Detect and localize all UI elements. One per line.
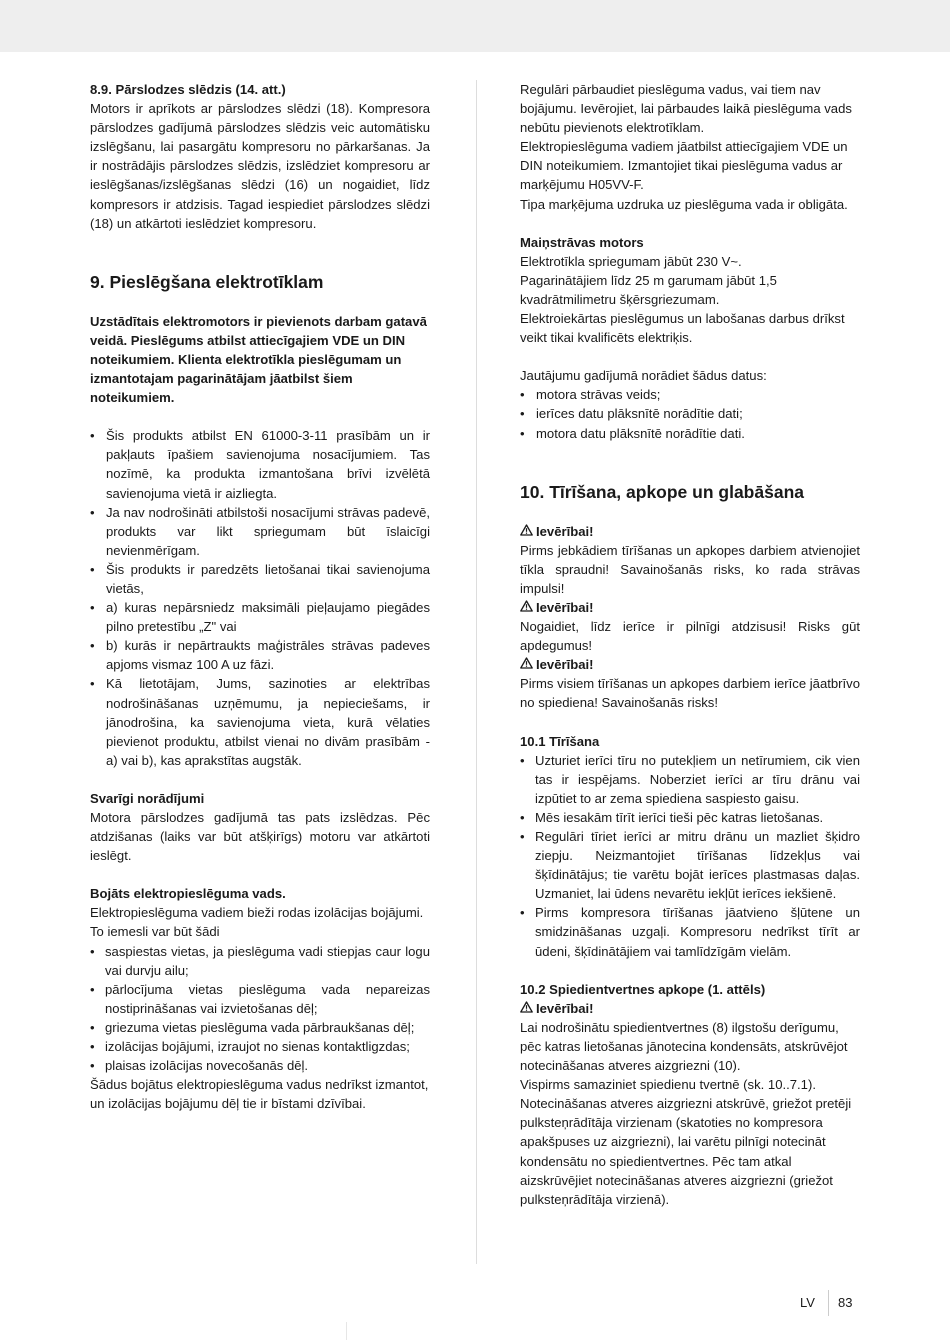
damaged-cable-intro: Elektropieslēguma vadiem bieži rodas izolācijas bojājumi.	[90, 905, 424, 921]
list-item: • Pirms kompresora tīrīšanas jāatvieno šļūtene un smidzināšanas uzgaļi. Kompresoru nedrīkst tīrīt ar ūdeni, šķīdinātājiem vai tamlīdzīgām vielām.	[520, 905, 860, 959]
section-9-heading: 9. Pieslēgšana elektrotīklam	[90, 271, 324, 292]
list-item: • Mēs iesakām tīrīt ierīci tieši pēc katras lietošanas.	[520, 809, 824, 825]
warning-label: Ievērībai!	[520, 598, 860, 617]
section-9-bullet-list	[90, 426, 430, 770]
left-column	[90, 80, 430, 1113]
section-10-1-title: 10.1 Tīrīšana	[520, 733, 600, 749]
damaged-cable-title: Bojāts elektropieslēguma vads.	[90, 886, 286, 902]
right-column	[520, 80, 860, 1209]
warning-3-body: Pirms visiem tīrīšanas un apkopes darbiem ierīce jāatbrīvo no spiediena! Savainošanās risks!	[520, 676, 860, 711]
section-10-2-body: Notecināšanas atveres aizgriezni atskrūvē, griežot pretēji pulksteņrādītāja virzienam (skatoties no kompresora apakšpuses uz aizgriezni), lai varētu pilnīgi notecināt kondensātu no spiedientvertnes. Pēc tam atkal aizskrūvējiet notecināšanas atveres aizgriezni (griežot pulksteņrādītāja virzienā).	[520, 1096, 852, 1207]
list-item: • Šis produkts ir paredzēts lietošanai tikai savienojuma vietās,	[90, 561, 430, 596]
warning-triangle-icon	[520, 655, 534, 674]
top-bar	[0, 0, 950, 52]
damaged-cable-reason: To iemesli var būt šādi	[90, 924, 220, 940]
damaged-cable-outro: Šādus bojātus elektropieslēguma vadus nedrīkst izmantot, un izolācijas bojājumu dēļ tie ir bīstami dzīvībai.	[90, 1077, 429, 1112]
section-9-intro: Uzstādītais elektromotors ir pievienots darbam gatavā veidā. Pieslēgums atbilst attiecīgajiem VDE un DIN noteikumiem. Klienta elektrotīkla pieslēgumam un izmantotajam pagarinātājam jāatbilst šiem noteikumiem.	[90, 313, 427, 406]
section-10-1-bullet-list	[520, 751, 860, 961]
list-item: • Ja nav nodrošināti atbilstoši nosacījumi strāvas padevē, produkts var likt spriegumam būt īslaicīgi nevienmērīgam.	[90, 504, 430, 558]
cable-check-body: Regulāri pārbaudiet pieslēguma vadus, vai tiem nav bojājumu. Ievērojiet, lai pārbaudes laikā pieslēguma vads nebūtu pievienots elektrotīklam.	[520, 82, 852, 136]
questions-intro: Jautājumu gadījumā norādiet šādus datus:	[520, 368, 767, 384]
warning-label: Ievērībai!	[520, 522, 860, 541]
warning-triangle-icon	[520, 522, 534, 541]
cable-vde-body: Elektropieslēguma vadiem jāatbilst attiecīgajiem VDE un DIN noteikumiem. Izmantojiet tikai pieslēguma vadus ar marķējumu H05VV-F.	[520, 139, 848, 193]
warning-1-body: Pirms jebkādiem tīrīšanas un apkopes darbiem atvienojiet tīkla spraudni! Savainošanās risks, ko rada strāvas impulsi!	[520, 542, 860, 596]
page-number: 83	[838, 1295, 853, 1310]
list-item: • saspiestas vietas, ja pieslēguma vadi stiepjas caur logu vai durvju ailu;	[90, 943, 430, 978]
list-item: • Regulāri tīriet ierīci ar mitru drānu un mazliet šķidro ziepju. Neizmantojiet tīrīšanas līdzekļus vai šķīdinātājus; tie varētu bojāt ierīces plastmasas daļas. Uzmaniet, lai ūdens nevarētu iekļūt ierīces iekšienē.	[520, 829, 860, 902]
list-item: • Uzturiet ierīci tīru no putekļiem un netīrumiem, cik vien tas ir iespējams. Noberziet ierīci ar tīru drānu vai izpūtiet to ar zema spiediena saspiesto gaisu.	[520, 752, 860, 806]
section-10-heading: 10. Tīrīšana, apkope un glabāšana	[520, 481, 804, 502]
warning-triangle-icon	[520, 999, 534, 1018]
section-8-9-title: 8.9. Pārslodzes slēdzis (14. att.)	[90, 82, 286, 97]
footer-divider	[828, 1290, 829, 1316]
column-divider	[476, 80, 477, 1264]
section-8-9-body: Motors ir aprīkots ar pārslodzes slēdzi (18). Kompresora pārslodzes gadījumā pārslodzes slēdzis veic automātisku izslēgšanu, lai pasargātu kompresoru no pārkaršanas. Ja ir nostrādājis pārslodzes slēdzis, izslēdziet kompresoru ar ieslēgšanas/izslēgšanas slēdzi (16) un nogaidiet, līdz kompresors ir atdzisis. Tagad iespiediet pārslodzes slēdzi (18) un atkārtoti ieslēdziet kompresoru.	[90, 101, 430, 231]
important-notes-body: Motora pārslodzes gadījumā tas pats izslēdzas. Pēc atdzišanas (laiks var būt atšķirīgs) motoru var atkārtoti ieslēgt.	[90, 810, 430, 864]
list-item: • Šis produkts atbilst EN 61000-3-11 prasībām un ir pakļauts īpašiem savienojuma nosacījumiem. Tas nozīmē, ka produkta izmantošana brīvi izvēlētā savienojuma vietā ir aizliegta.	[90, 428, 430, 501]
section-10-2-title: 10.2 Spiedientvertnes apkope (1. attēls)	[520, 981, 766, 997]
list-item: • plaisas izolācijas novecošanās dēļ.	[90, 1058, 309, 1074]
bottom-tick-mark	[346, 1322, 347, 1340]
list-item: • Kā lietotājam, Jums, sazinoties ar elektrības nodrošināšanas uzņēmumu, ja nepieciešams, ir jānodrošina, ka savienojuma vieta, kurā vēlaties pievienot produktu, atbilst vienai no divām prasībām - a) vai b), kas aprakstītas augstāk.	[90, 676, 430, 768]
ac-motor-line: Elektrotīkla spriegumam jābūt 230 V~.	[520, 253, 742, 269]
cable-label-body: Tipa marķējuma uzdruka uz pieslēguma vada ir obligāta.	[520, 196, 848, 212]
section-10-2-body: Vispirms samaziniet spiedienu tvertnē (sk. 10..7.1).	[520, 1077, 816, 1093]
list-item: • izolācijas bojājumi, izraujot no sienas kontaktligzdas;	[90, 1039, 410, 1055]
important-notes-title: Svarīgi norādījumi	[90, 790, 205, 806]
damaged-cable-bullet-list	[90, 942, 430, 1076]
ac-motor-line: Elektroiekārtas pieslēgumus un labošanas darbus drīkst veikt tikai kvalificēts elektriķis.	[520, 311, 845, 346]
list-item: • pārlocījuma vietas pieslēguma vada nepareizas nostiprināšanas vai izvietošanas dēļ;	[90, 981, 430, 1016]
list-item: • ierīces datu plāksnītē norādītie dati;	[520, 406, 743, 422]
warning-triangle-icon	[520, 598, 534, 617]
section-10-2-body: Lai nodrošinātu spiedientvertnes (8) ilgstošu derīgumu, pēc katras lietošanas jānotecina kondensāts, atskrūvējot notecināšanas atveres aizgriezni (10).	[520, 1019, 848, 1074]
list-item: • motora strāvas veids;	[520, 387, 661, 403]
list-item: • motora datu plāksnītē norādītie dati.	[520, 425, 745, 441]
list-item: • b) kurās ir nepārtraukts maģistrāles strāvas padeves apjoms vismaz 100 A uz fāzi.	[90, 638, 430, 673]
warning-label: Ievērībai!	[520, 655, 860, 674]
language-code: LV	[800, 1295, 815, 1310]
list-item: • a) kuras nepārsniedz maksimāli pieļaujamo piegādes pilno pretestību „Z" vai	[90, 600, 430, 635]
ac-motor-line: Pagarinātājiem līdz 25 m garumam jābūt 1,5 kvadrātmilimetru šķērsgriezumam.	[520, 272, 777, 307]
ac-motor-title: Maiņstrāvas motors	[520, 234, 644, 250]
warning-2-body: Nogaidiet, līdz ierīce ir pilnīgi atdzisusi! Risks gūt apdegumus!	[520, 619, 860, 654]
warning-label: Ievērībai!	[520, 999, 860, 1018]
list-item: • griezuma vietas pieslēguma vada pārbraukšanas dēļ;	[90, 1019, 415, 1035]
questions-bullet-list	[520, 385, 860, 442]
